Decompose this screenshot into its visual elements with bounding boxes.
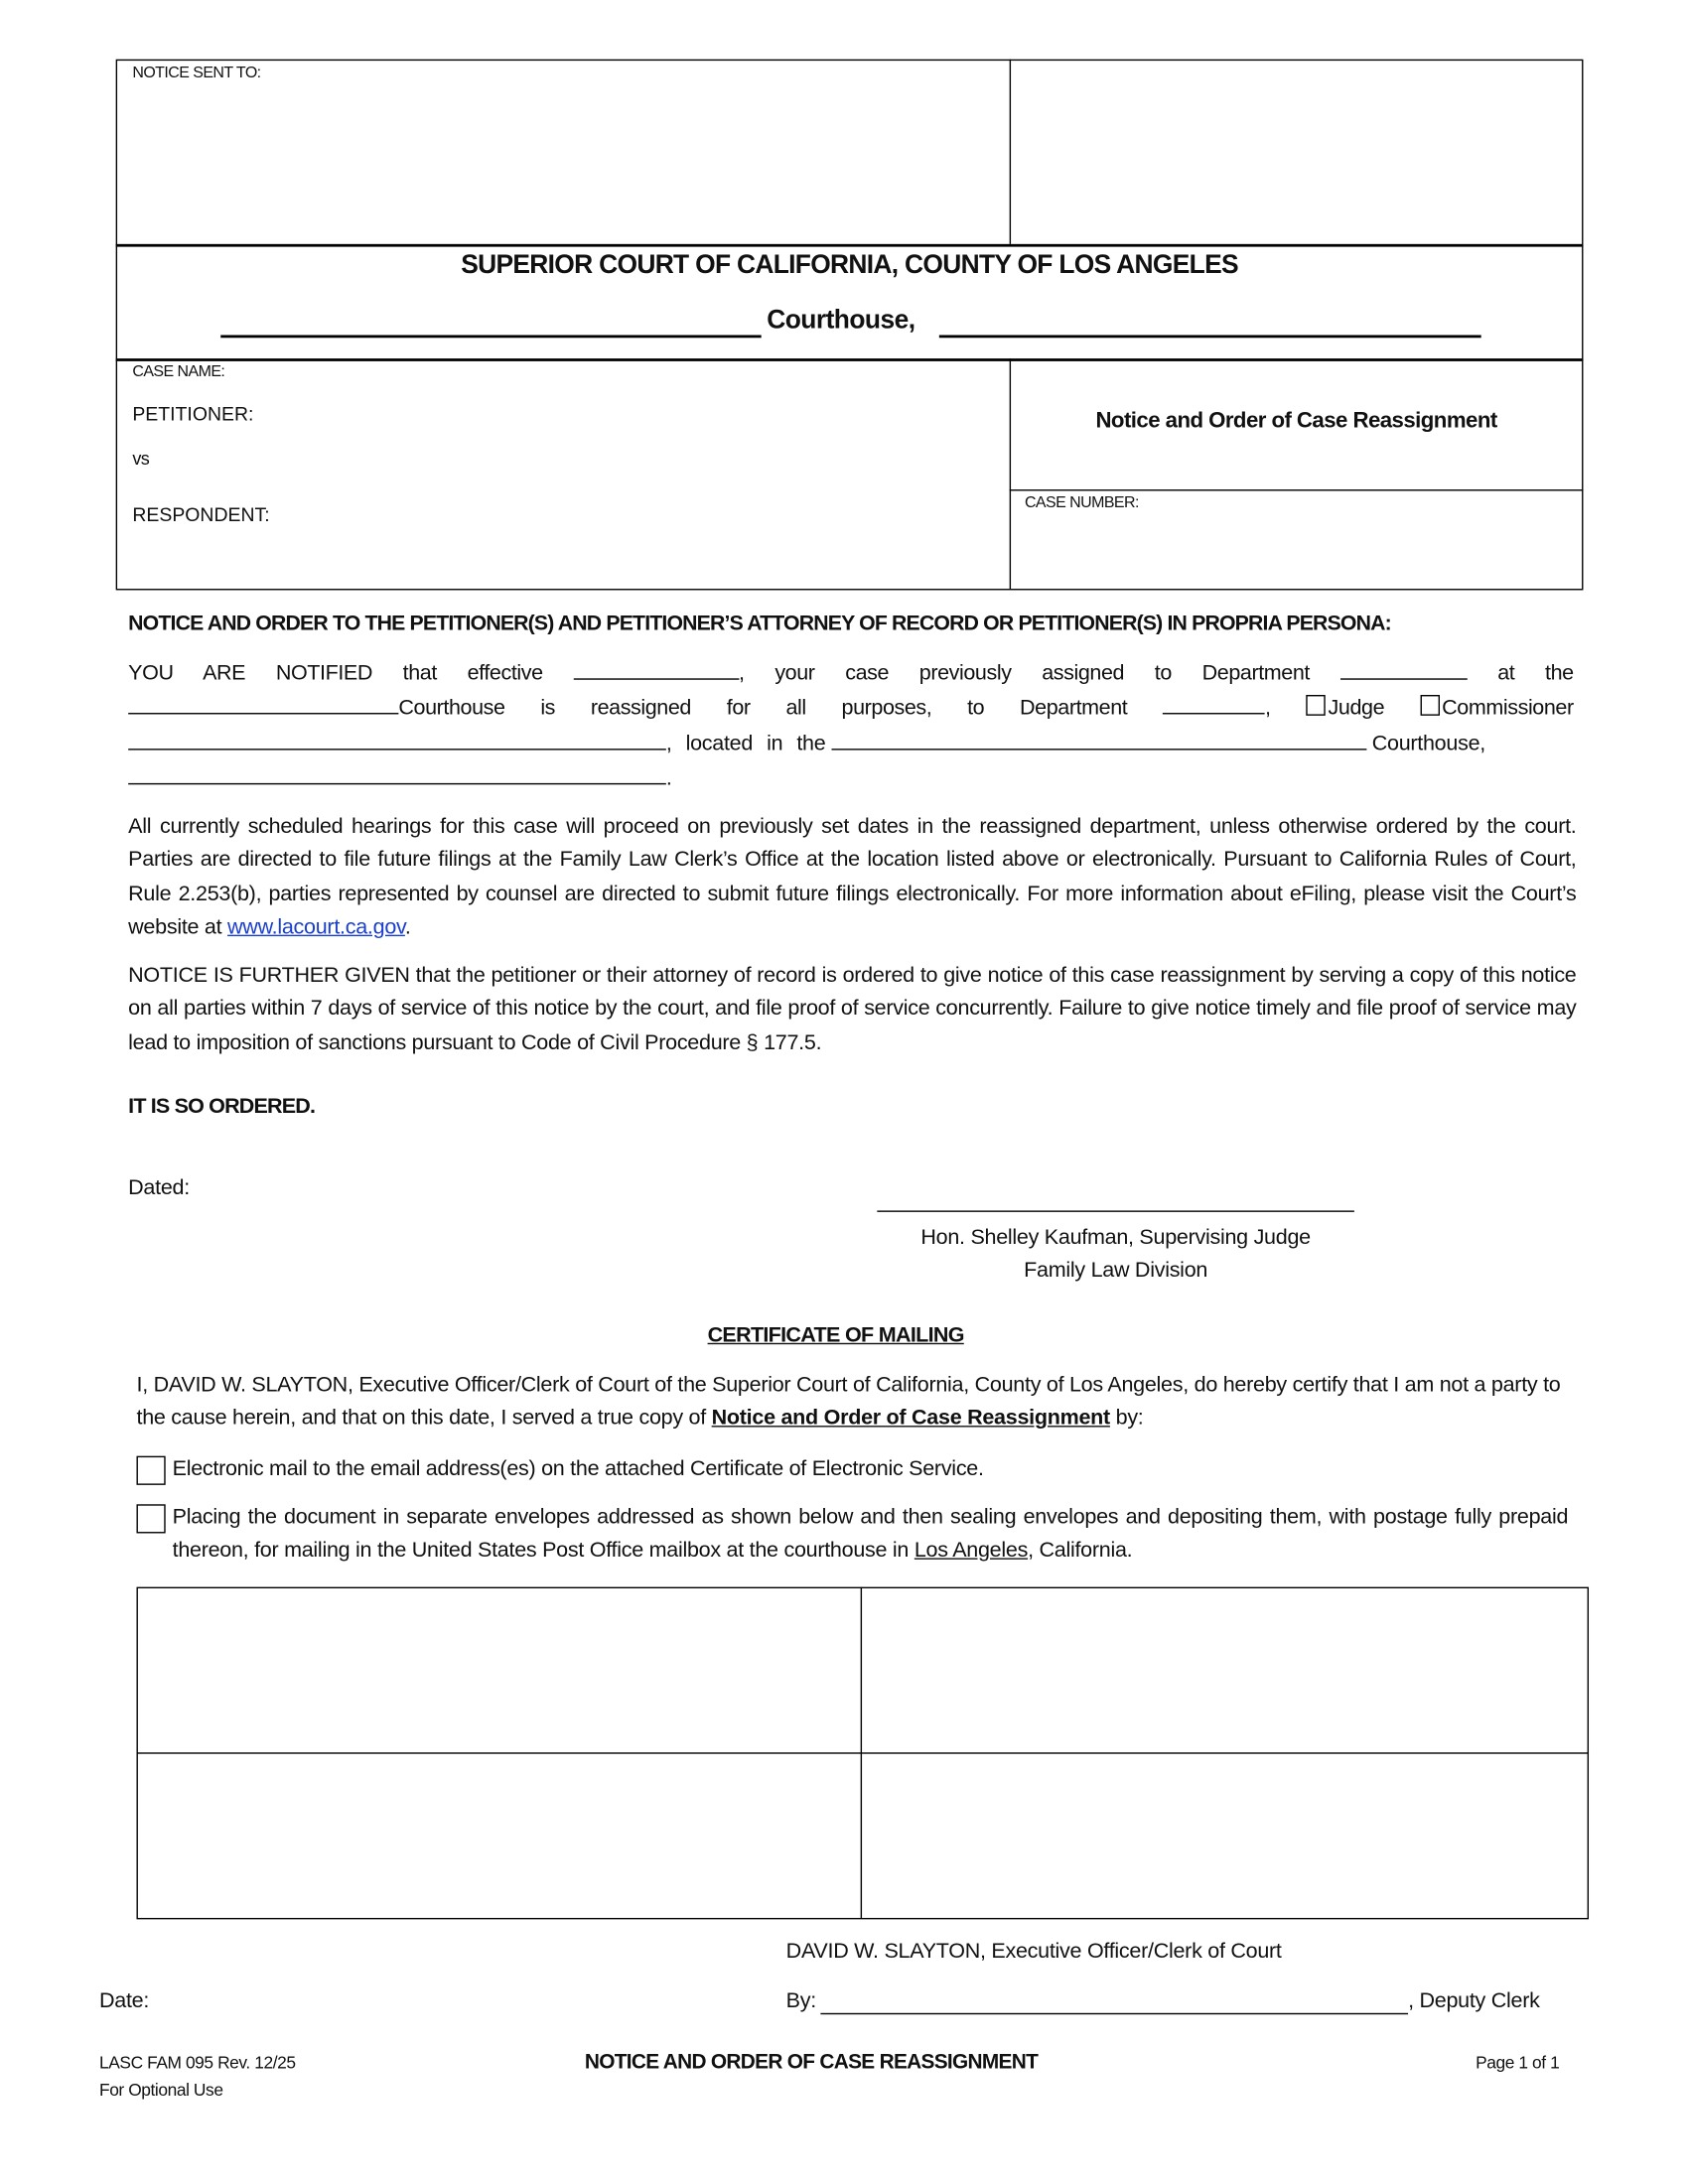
effective-date-blank[interactable] (573, 659, 739, 680)
address-cell[interactable] (139, 1589, 858, 1749)
commissioner-label: Commissioner (1442, 696, 1574, 721)
address-cell[interactable] (865, 1589, 1584, 1749)
email-service-checkbox[interactable] (137, 1456, 166, 1485)
email-service-label: Electronic mail to the email address(es) on the attached Certificate of Electronic Service. (172, 1457, 984, 1481)
new-department-blank[interactable] (1163, 694, 1265, 715)
judicial-officer-blank[interactable] (128, 729, 666, 750)
document-title-ref: Notice and Order of Case Reassignment (711, 1407, 1110, 1431)
case-number-label: CASE NUMBER: (1024, 494, 1139, 512)
address-cell[interactable] (865, 1755, 1584, 1915)
case-name-label: CASE NAME: (132, 363, 225, 381)
hearings-paragraph (128, 811, 1576, 945)
notified-text: , your case previously assigned to Department (739, 661, 1310, 686)
notice-heading: NOTICE AND ORDER TO THE PETITIONER(S) AND PETITIONER’S ATTORNEY OF RECORD OR PETITIONER(S) IN PROPRIA PERSONA: (128, 612, 1391, 636)
certificate-text (137, 1369, 1566, 1435)
deputy-clerk-label: , Deputy Clerk (1408, 1989, 1540, 2013)
notified-text: at the (1497, 661, 1574, 686)
mail-city: Los Angeles (914, 1539, 1029, 1564)
courthouse-address-blank[interactable] (939, 336, 1481, 339)
courthouse-label: Courthouse, (767, 306, 915, 336)
court-title: SUPERIOR COURT OF CALIFORNIA, COUNTY OF LOS ANGELES (461, 250, 1238, 280)
date-label: Date: (99, 1989, 150, 2013)
divider (1010, 489, 1584, 490)
form-id: LASC FAM 095 Rev. 12/25 (99, 2053, 296, 2073)
judge-signature-line[interactable] (877, 1210, 1354, 1211)
commissioner-checkbox[interactable] (1420, 695, 1439, 716)
address-blank[interactable] (128, 763, 666, 784)
courthouse-name-blank[interactable] (220, 336, 761, 339)
notified-text: , located in the (665, 731, 826, 755)
notified-paragraph (128, 658, 1574, 796)
divider (137, 1752, 1590, 1753)
judge-name: Hon. Shelley Kaufman, Supervising Judge (920, 1225, 1311, 1250)
certificate-text-part: I, DAVID W. SLAYTON, Executive Officer/Clerk of Court of the Superior Court of California, County of Los Angeles, do hereby certify that I am not a party to the cause herein, and that on this date, I served a true copy of (136, 1373, 1561, 1431)
address-cell[interactable] (139, 1755, 858, 1915)
notified-text: , (1264, 696, 1271, 721)
optional-use: For Optional Use (99, 2080, 223, 2101)
vs-label: vs (132, 448, 150, 470)
hearings-text: All currently scheduled hearings for this case will proceed on previously set dates in the reassigned department, unless otherwise ordered by the court. Parties are directed to file future filings at the Family Law Clerk’s Office at the location listed above or electronically. Pursuant to California Rules of Court, Rule 2.253(b), parties represented by counsel are directed to submit future filings electronically. For more information about eFiling, please visit the Court’s website at (128, 814, 1577, 939)
dated-label: Dated: (128, 1175, 190, 1200)
notice-sent-to-label: NOTICE SENT TO: (132, 65, 261, 81)
divider (1010, 358, 1011, 589)
clerk-name: DAVID W. SLAYTON, Executive Officer/Clerk of Court (785, 1940, 1282, 1964)
new-courthouse-blank[interactable] (831, 729, 1366, 750)
divider (116, 358, 1584, 361)
notified-text: . (665, 766, 672, 790)
petitioner-label: PETITIONER: (132, 402, 254, 425)
court-website-link[interactable]: www.lacourt.ca.gov (227, 915, 405, 939)
respondent-label: RESPONDENT: (132, 502, 270, 526)
mail-service-text: , California. (1028, 1539, 1133, 1564)
divider (116, 244, 1584, 247)
notified-text: YOU ARE NOTIFIED that effective (128, 661, 543, 686)
mail-service-checkbox[interactable] (137, 1504, 166, 1533)
certificate-title: CERTIFICATE OF MAILING (707, 1323, 964, 1347)
division-name: Family Law Division (1024, 1259, 1208, 1283)
notified-text: Courthouse, (1371, 731, 1485, 755)
mail-service-label (173, 1502, 1569, 1569)
footer-title: NOTICE AND ORDER OF CASE REASSIGNMENT (584, 2050, 1039, 2074)
so-ordered: IT IS SO ORDERED. (128, 1094, 316, 1119)
deputy-signature-line[interactable] (820, 2013, 1408, 2014)
prev-courthouse-blank[interactable] (128, 694, 398, 715)
mail-service-text: Placing the document in separate envelopes addressed as shown below and then sealing envelopes and depositing them, with postage fully prepaid thereon, for mailing in the United States Post Office mailbox at the courthouse in (172, 1505, 1569, 1564)
notified-text: Courthouse is reassigned for all purposes, to Department (398, 696, 1128, 721)
judge-label: Judge (1328, 696, 1385, 721)
period: . (404, 915, 411, 939)
further-notice-paragraph: NOTICE IS FURTHER GIVEN that the petitioner or their attorney of record is ordered to give notice of this case reassignment by serving a copy of this notice on all parties within 7 days of service of this notice by the court, and file proof of service concurrently. Failure to give notice timely and file proof of service may lead to imposition of sanctions pursuant to Code of Civil Procedure § 177.5. (128, 963, 1577, 1054)
judge-checkbox[interactable] (1306, 695, 1325, 716)
divider (1010, 60, 1011, 244)
by-label: By: (785, 1989, 816, 2013)
page-number: Page 1 of 1 (1476, 2053, 1560, 2073)
prev-department-blank[interactable] (1340, 659, 1468, 680)
certificate-text-part: by: (1115, 1407, 1144, 1431)
form-title: Notice and Order of Case Reassignment (1095, 409, 1497, 434)
